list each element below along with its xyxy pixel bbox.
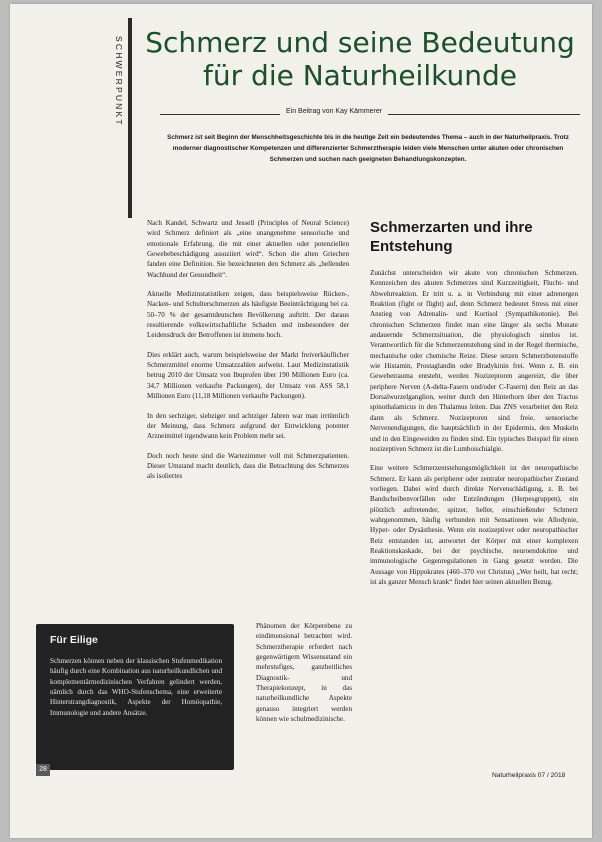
- paragraph: Dies erklärt auch, warum beispielsweise der Markt freiverkäuflicher Schmerzmittel enorme Umsatzzahlen aufweist. Laut Medizinstatistik betrug 2010 der Umsatz von Ibuprofen über 190 Millionen Euro (ca. 34,7 Millionen verkaufte Packungen), der Umsatz von ASS 58,1 Millionen Euro (11,18 Millionen verkaufte Packungen).: [147, 350, 349, 401]
- summary-box: [36, 624, 234, 770]
- paragraph: In den sechziger, siebziger und achtziger Jahren war man irrtümlich der Meinung, dass Schmerz aufgrund der Entwicklung potenter Arzneimittel irgendwann kein Problem mehr sei.: [147, 411, 349, 441]
- left-column: [147, 218, 349, 491]
- paragraph: Aktuelle Medizinstatistiken zeigen, dass beispielsweise Rücken-, Nacken- und Schulterschmerzen als häufigste Beeinträchtigung bei ca. 50–70 % der gesamtdeutschen Bevölkerung auftritt. Der daraus resultierende volkswirtschaftliche Schaden und insbesondere der Leidensdruck der Betroffenen ist immens hoch.: [147, 290, 349, 340]
- intro-paragraph: Schmerz ist seit Beginn der Menschheitsgeschichte bis in die heutige Zeit ein bedeutendes Thema – auch in der Naturheilpraxis. Trotz moderner diagnostischer Kompetenzen und differenzierter Schmerztherapie leiden viele Menschen unter akuten oder chronischen Schmerzen und suchen nach geeigneten Behandlungskonzepten.: [167, 134, 569, 164]
- title-line-1: Schmerz und seine Bedeutung: [145, 26, 575, 59]
- summary-box-title: Für Eilige: [50, 634, 98, 646]
- right-column: [370, 268, 578, 596]
- magazine-page: [10, 4, 592, 838]
- footer-publication: Naturheilpraxis 07 / 2018: [492, 772, 566, 779]
- section-divider: [128, 18, 132, 218]
- paragraph: Nach Kandel, Schwartz und Jessell (Principles of Neural Science) wird Schmerz definiert als „eine unangenehme sensorische und emotionale Erfahrung, die mit einer aktuellen oder potenziellen Gewebebeschädigung assoziiert wird“. Schon die alten Griechen fanden eine Definition. Sie bezeichneten den Schmerz als „bellenden Wachhund der Gesundheit“.: [147, 219, 349, 279]
- paragraph: Doch noch heute sind die Wartezimmer voll mit Schmerzpatienten. Dieser Umstand macht deutlich, dass die Betrachtung des Schmerzes als isoliertes: [147, 451, 349, 481]
- section-heading: Schmerzarten und ihre Entstehung: [370, 219, 533, 255]
- byline: Ein Beitrag von Kay Kämmerer: [280, 108, 388, 115]
- section-label: SCHWERPUNKT: [114, 36, 124, 127]
- narrow-column: Phänomen der Körperebene zu eindimensional betrachtet wird. Schmerztherapie erfordert nach gegenwärtigem Wissensstand ein mehrstufiges, ganzheitliches Diagnostik- und Therapiekonzept, in das naturheilkundliche Aspekte genauso integriert werden können wie schulmedizinische.: [256, 622, 352, 724]
- title-line-2: für die Naturheilkunde: [203, 59, 517, 92]
- page-number: 28: [36, 764, 50, 776]
- paragraph: Zunächst unterscheiden wir akute von chronischen Schmerzen. Kennzeichen des akuten Schmerzes sind Kurzzeitigkeit, Flucht- und Abwehrreaktion. Er tritt u. a. in Verbindung mit einer adrenergen Reaktion (fight or flight) auf, denn Schmerz bedeutet Stress mit einer Anstieg von Adrenalin- und Kortisol (Sympathikotonie). Bei chronischen Schmerzen findet man eine länger als sechs Monate andauernde Schmerzsituation, die physiologisch sinnlos ist. Verantwortlich für die Schmerzentstehung sind in der Regel thermische, mechanische oder chemische Reize. Diese setzen Schmerzbotenstoffe wie Histamin, Prostaglandin oder Bradykinin frei. Wenn z. B. ein Gewebetrauma entsteht, werden Nozizeptoren angereizt, die über periphere Nerven (A-delta-Fasern und/oder C-Fasern) den Reiz an das Dorsalwurzelganglion, weiter durch den Hinterhorn über den Tractus spinothalamicus in den Thalamus leiten. Das ZNS verarbeitet den Reiz dann als Schmerz. Nozizeptoren sind freie, sensorische Nervenendigungen, die hauptsächlich in der Epidermis, den Muskeln und in den Eingeweiden zu finden sind. Ein typisches Beispiel für einen nozizeptiven Schmerz ist die Lumboischialgie.: [370, 269, 578, 453]
- article-title: [140, 26, 580, 92]
- summary-box-text: Schmerzen können neben der klassischen Stufenmedikation häufig durch eine Kombination aus naturheilkundlichen und komplementärmedizinischen Verfahren gelindert werden, nämlich durch das WHO-Stufenschema, eine erweiterte Hinterstrangdiagnostik, Aspekte der Homöopathie, Immunologie und andere Ansätze.: [50, 657, 222, 717]
- paragraph: Eine weitere Schmerzentstehungsmöglichkeit ist der neuropathische Schmerz. Er kann als peripherer oder zentraler neuropathischer Zustand vorliegen. Dabei wird durch direkte Nervenschädigung, z. B. bei Bandscheibenvorfällen oder Entzündungen (Herpesgruppen), ein plötzlich auftretender, spitzer, heller, einschießender Schmerz wahrgenommen, häufig verbunden mit Sensationen wie Allodynie, Hyper- oder Dysästhesie. Wenn ein nozizeptiver oder neuropathischer Reiz entstanden ist, antwortet der Körper mit einer komplexen Reaktionskaskade, bei der psychische, neuroendokrine und immunologische Gegenregulationen in Gang gesetzt werden. Die Aussage von Hippokrates (460–370 vor Christus) „Wer heilt, hat recht; ist als ganzer Mensch krank“ findet hier seinen aktuellen Bezug.: [370, 464, 578, 586]
